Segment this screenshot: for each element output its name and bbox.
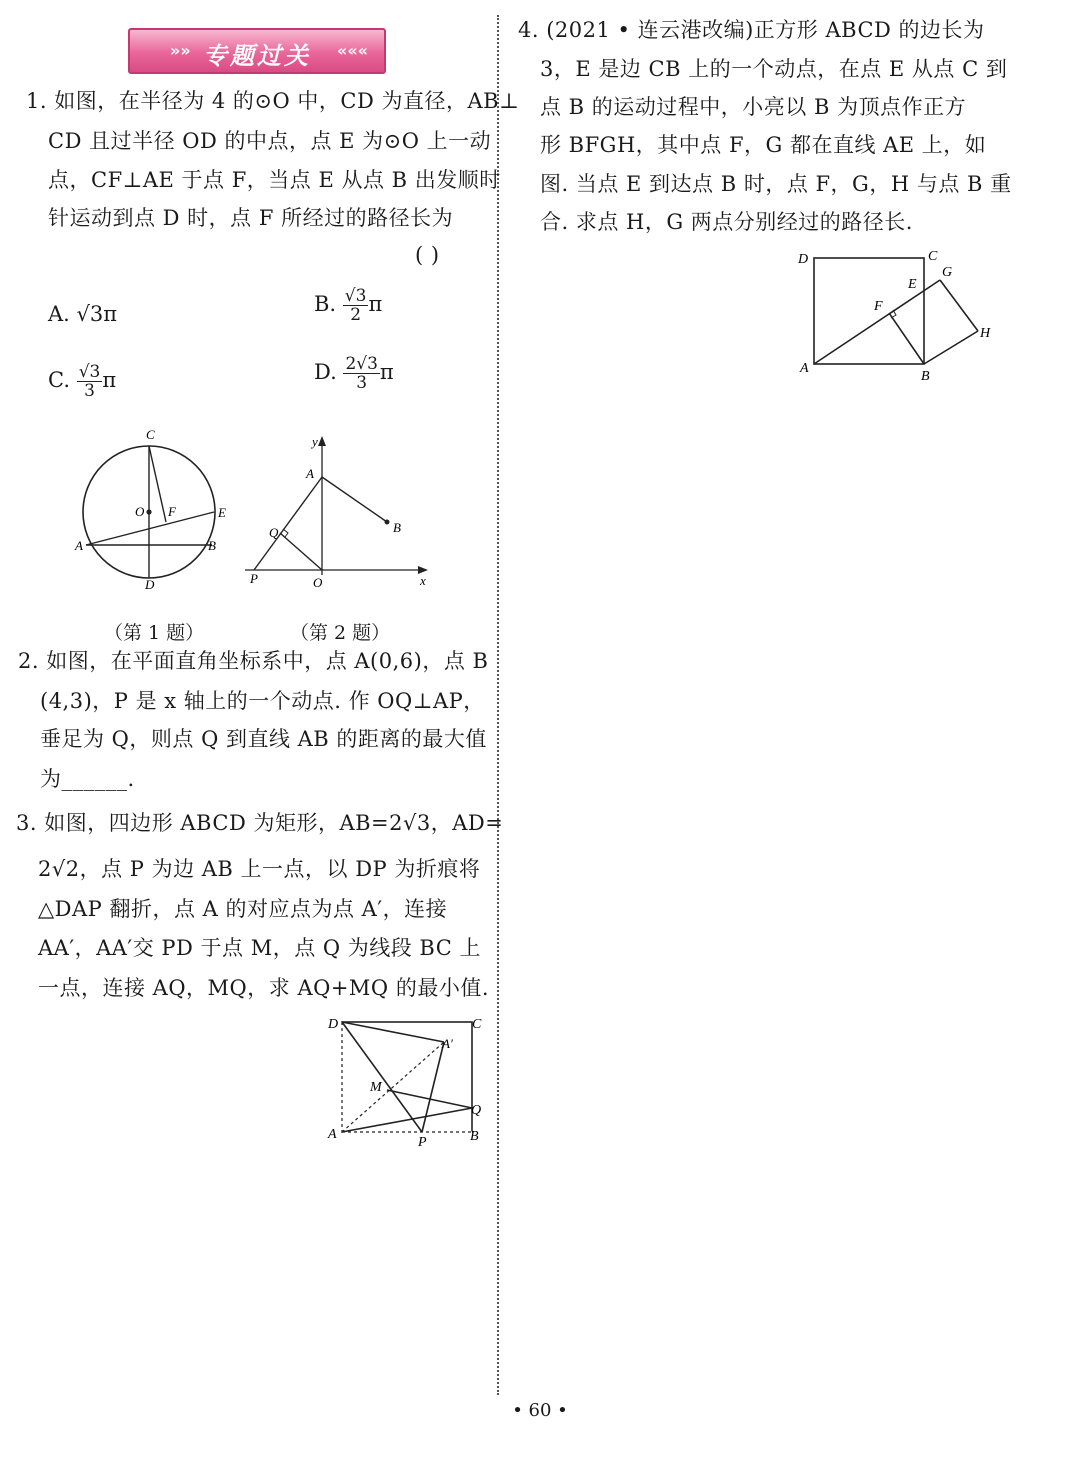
fig4-label-b: B [921, 369, 930, 384]
fig4-label-g: G [942, 265, 953, 280]
option-a-value: √3π [76, 302, 118, 326]
fig2-label-x: x [420, 573, 426, 588]
segment-ab [322, 477, 387, 522]
fig3-label-p: P [418, 1135, 427, 1150]
segment-bf [889, 313, 924, 364]
q2-line-1: 2. 如图，在平面直角坐标系中，点 A(0,6)，点 B [18, 649, 489, 673]
fig1-label-e: E [218, 505, 226, 520]
q1-line-1: 1. 如图，在半径为 4 的⊙O 中，CD 为直径，AB⊥ [26, 89, 520, 113]
fig2-label-p: P [250, 571, 258, 586]
q2-line-3: 垂足为 Q，则点 Q 到直线 AB 的距离的最大值 [40, 727, 487, 751]
q1-option-c [48, 363, 116, 400]
fig2-caption: （第 2 题） [290, 622, 391, 644]
fig3-label-a: A [328, 1127, 337, 1142]
fig4-label-d: D [798, 252, 809, 267]
q2-coordinate-figure [240, 430, 440, 595]
q1-line-4: 针运动到点 D 时，点 F 所经过的路径长为 [48, 206, 454, 230]
q4-line-4: 形 BFGH，其中点 F，G 都在直线 AE 上，如 [540, 133, 987, 157]
segment-a1p [422, 1042, 444, 1132]
q1-line-3: 点，CF⊥AE 于点 F，当点 E 从点 B 出发顺时 [48, 168, 501, 192]
q1-option-d [314, 355, 394, 392]
option-c-den: 3 [84, 381, 95, 401]
segment-da1 [342, 1022, 444, 1042]
q4-line-6: 合. 求点 H，G 两点分别经过的路径长. [540, 210, 913, 234]
center-point-o [146, 509, 151, 514]
q3-line-4: AA′，AA′交 PD 于点 M，点 Q 为线段 BC 上 [38, 936, 481, 960]
section-banner [128, 28, 386, 74]
option-c-num: √3 [78, 362, 101, 382]
fig4-label-e: E [908, 277, 917, 292]
q4-line-3: 点 B 的运动过程中，小亮以 B 为顶点作正方 [540, 95, 967, 119]
fig4-label-c: C [928, 249, 938, 264]
q3-line-1: 3. 如图，四边形 ABCD 为矩形，AB=2√3，AD= [16, 811, 504, 835]
option-d-label: D. [314, 360, 337, 384]
q1-option-b [314, 287, 382, 324]
segment-dp [342, 1022, 422, 1132]
fig3-label-b: B [470, 1129, 479, 1144]
option-c-tail: π [102, 368, 117, 392]
option-b-den: 2 [350, 305, 362, 325]
fig1-label-c: C [146, 427, 155, 442]
fig1-label-o: O [135, 504, 145, 519]
fig1-caption: （第 1 题） [104, 622, 205, 644]
segment-hb [924, 331, 978, 364]
fig4-label-f: F [874, 299, 883, 314]
option-b-label: B. [314, 292, 337, 316]
fig1-label-f: F [168, 504, 176, 519]
option-d-fraction [343, 355, 379, 392]
q2-line-2: (4,3)，P 是 x 轴上的一个动点. 作 OQ⊥AP， [40, 689, 485, 713]
segment-aa1-dashed [342, 1042, 444, 1132]
q4-square-figure [790, 243, 1000, 388]
fig3-label-d: D [328, 1017, 339, 1032]
fig2-label-o: O [313, 575, 323, 590]
option-d-tail: π [379, 360, 394, 384]
fig4-label-a: A [800, 361, 809, 376]
point-b [385, 520, 390, 525]
fig2-label-y: y [312, 434, 318, 449]
fig3-label-a1: A′ [442, 1036, 453, 1051]
fig2-label-b: B [393, 520, 401, 535]
option-a-label: A. [48, 302, 70, 326]
segment-ap [254, 477, 322, 570]
option-c-label: C. [48, 368, 70, 392]
fig1-label-b: B [208, 538, 216, 553]
q3-line-5: 一点，连接 AQ，MQ，求 AQ+MQ 的最小值. [38, 976, 489, 1000]
square-abcd [814, 258, 924, 364]
q3-line-2: 2√2，点 P 为边 AB 上一点，以 DP 为折痕将 [38, 857, 481, 881]
page-number: • 60 • [512, 1400, 568, 1421]
q4-line-5: 图. 当点 E 到达点 B 时，点 F，G，H 与点 B 重 [540, 172, 1012, 196]
segment-ag [814, 280, 940, 364]
fig1-label-a: A [75, 538, 83, 553]
q1-answer-paren: ( ) [415, 243, 440, 267]
banner-left-arrows: »» [170, 41, 191, 60]
q1-option-a [48, 302, 117, 326]
column-divider [497, 15, 499, 1395]
fig1-label-d: D [145, 577, 155, 592]
q2-line-4: 为______. [40, 767, 135, 791]
banner-right-arrows: ««« [336, 41, 368, 60]
option-b-num: √3 [344, 286, 367, 306]
option-d-den: 3 [356, 373, 368, 393]
fig3-label-c: C [472, 1017, 482, 1032]
segment-ae [86, 512, 214, 545]
q4-line-2: 3，E 是边 CB 上的一个动点，在点 E 从点 C 到 [540, 57, 1008, 81]
banner-title: 专题过关 [203, 42, 311, 70]
q1-line-2: CD 且过半径 OD 的中点，点 E 为⊙O 上一动 [48, 129, 492, 153]
segment-cf [149, 446, 166, 522]
q3-rectangle-figure [322, 1008, 492, 1153]
option-c-fraction [77, 363, 103, 400]
option-b-tail: π [368, 292, 383, 316]
fig4-label-h: H [980, 326, 991, 341]
fig2-label-a: A [306, 466, 314, 481]
y-axis-arrow [318, 436, 326, 446]
fig3-label-q: Q [471, 1103, 482, 1118]
fig2-label-q: Q [269, 525, 279, 540]
option-d-num: 2√3 [345, 354, 378, 374]
option-b-fraction [343, 287, 369, 324]
fig3-label-m: M [370, 1080, 382, 1095]
q1-circle-figure [70, 425, 240, 595]
segment-oq [280, 533, 322, 570]
q3-line-3: △DAP 翻折，点 A 的对应点为点 A′，连接 [38, 897, 448, 921]
segment-mq [387, 1090, 472, 1108]
q4-line-1: 4. (2021 • 连云港改编)正方形 ABCD 的边长为 [518, 18, 985, 42]
segment-gh [940, 280, 978, 331]
